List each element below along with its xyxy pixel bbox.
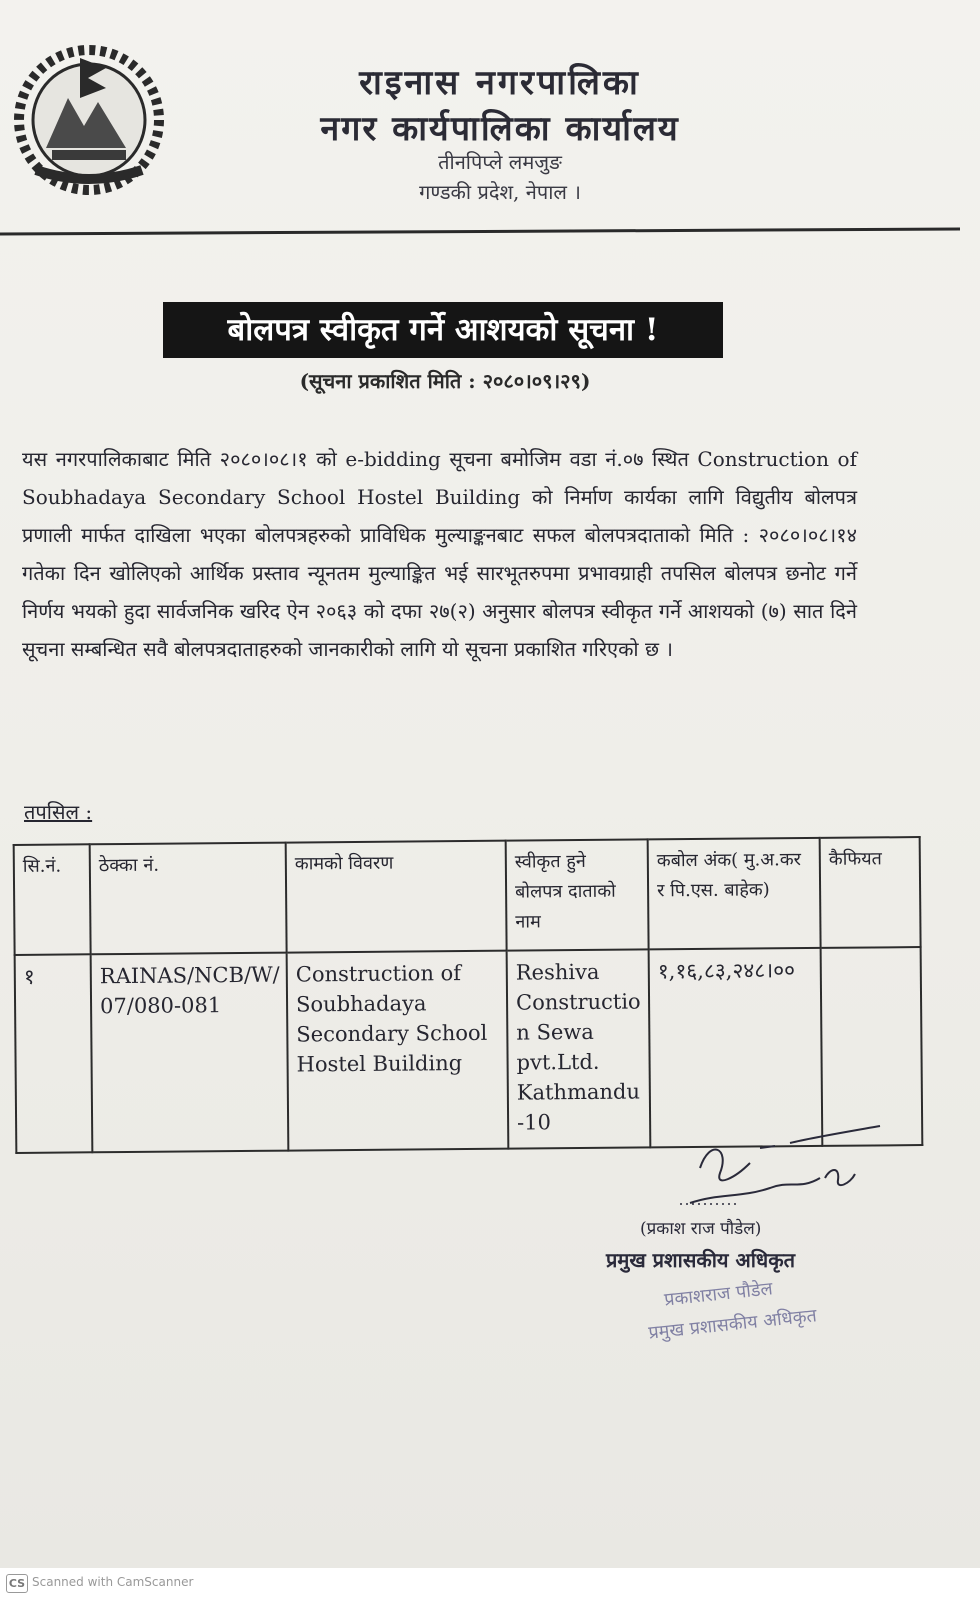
cell-bid-amount: १,१६,८३,२४८।०० xyxy=(649,948,823,1147)
stamp-name: प्रकाशराज पौडेल xyxy=(663,1278,774,1311)
signatory-designation: प्रमुख प्रशासकीय अधिकृत xyxy=(606,1248,795,1272)
table-header-row xyxy=(14,837,921,955)
office-name: नगर कार्यपालिका कार्यालय xyxy=(320,109,680,149)
header-remarks: कैफियत xyxy=(820,837,921,948)
cell-serial-no: १ xyxy=(15,954,93,1153)
details-label: तपसिल : xyxy=(24,800,93,824)
handwritten-signature xyxy=(680,1118,890,1210)
award-table xyxy=(13,836,924,1154)
stamp-designation: प्रमुख प्रशासकीय अधिकृत xyxy=(647,1305,818,1344)
cell-remarks xyxy=(821,947,923,1146)
notice-body: यस नगरपालिकाबाट मिति २०८०।०८।१ को e-bidding सूचना बमोजिम वडा नं.०७ स्थित Construction of Soubhadaya Secondary School Hostel Building को निर्माण कार्यका लागि विद्युतीय बोलपत्र प्रणाली मार्फत दाखिला भएका बोलपत्रहरुको प्राविधिक मुल्याङ्कनबाट सफल बोलपत्रदाताको मिति : २०८०।०८।१४ गतेका दिन खोलिएको आर्थिक प्रस्ताव न्यूनतम मुल्याङ्कित भई सारभूतरुपमा प्रभावग्राही तपसिल बोलपत्र छनोट गर्ने निर्णय भयको हुदा सार्वजनिक खरिद ऐन २०६३ को दफा २७(२) अनुसार बोलपत्र स्वीकृत गर्ने आशयको (७) सात दिने सूचना सम्बन्धित सवै बोलपत्रदाताहरुको जानकारीको लागि यो सूचना प्रकाशित गरिएको छ । xyxy=(22,447,857,661)
header-contract-no: ठेक्का नं. xyxy=(90,843,287,955)
header-work-description: कामको विवरण xyxy=(286,841,507,953)
scanner-footer xyxy=(0,1568,980,1599)
signatory-name: (प्रकाश राज पौडेल) xyxy=(640,1219,762,1239)
header-serial-no: सि.नं. xyxy=(14,844,91,955)
header-bidder-name: स्वीकृत हुने बोलपत्र दाताको नाम xyxy=(506,839,649,950)
cell-work-description: Construction of Soubhadaya Secondary School Hostel Building xyxy=(287,951,509,1151)
camscanner-logo-icon: CS xyxy=(6,1574,28,1593)
government-emblem xyxy=(6,38,172,198)
publication-date: (सूचना प्रकाशित मिति : २०८०।०९।२९) xyxy=(299,369,591,393)
cell-contract-no: RAINAS/NCB/W/ 07/080-081 xyxy=(91,953,289,1153)
scanner-watermark: Scanned with CamScanner xyxy=(32,1575,194,1589)
cell-bidder-name: Reshiva Constructio n Sewa pvt.Ltd. Kathmandu -10 xyxy=(507,949,651,1148)
header-divider xyxy=(0,227,960,235)
notice-title: बोलपत्र स्वीकृत गर्ने आशयको सूचना ! xyxy=(163,302,723,358)
header-bid-amount: कबोल अंक( मु.अ.कर र पि.एस. बाहेक) xyxy=(648,838,821,949)
office-province: गण्डकी प्रदेश, नेपाल । xyxy=(419,180,581,204)
municipality-name: राइनास नगरपालिका xyxy=(359,63,641,103)
office-location: तीनपिप्ले लमजुङ xyxy=(438,150,562,174)
